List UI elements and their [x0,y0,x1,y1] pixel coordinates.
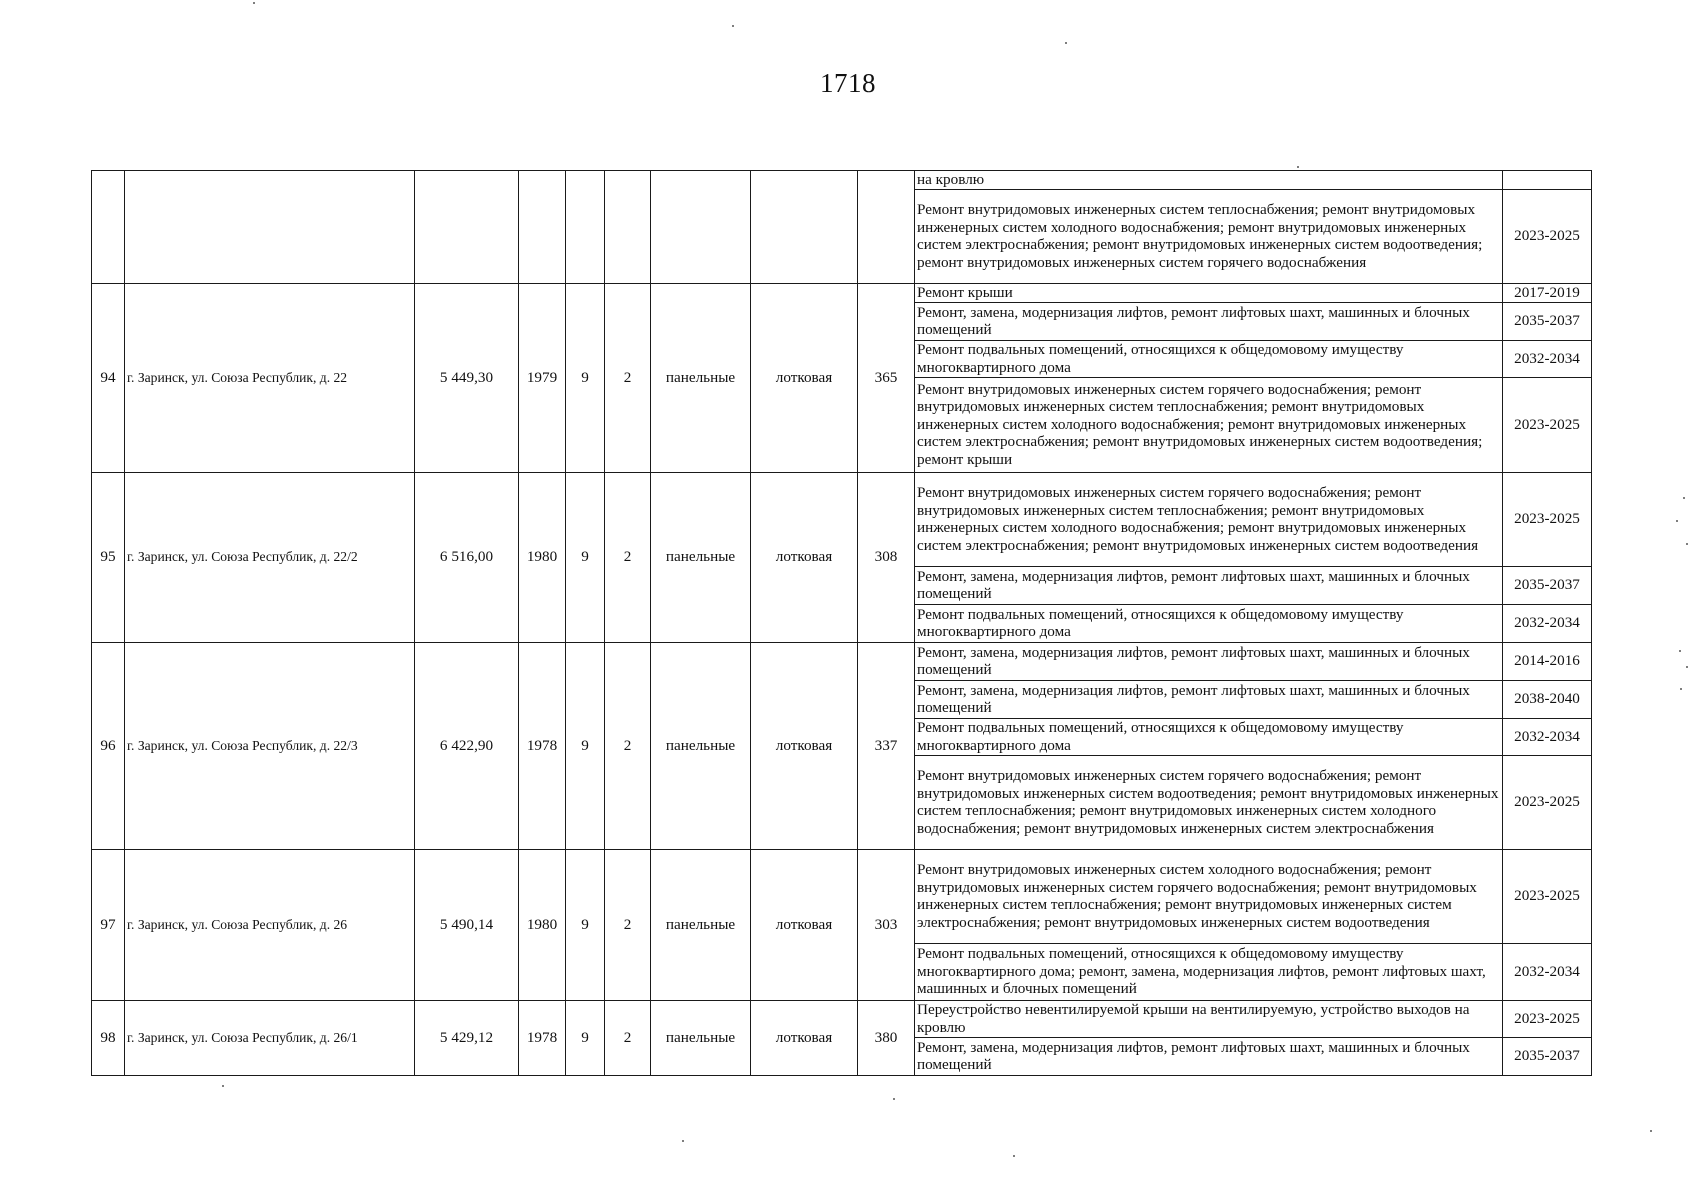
area-cell: 6 422,90 [415,642,519,849]
undergrounds-cell [605,171,651,284]
work-years: 2023-2025 [1503,1000,1592,1037]
scan-speck [1676,520,1678,522]
work-description: Ремонт внутридомовых инженерных систем горячего водоснабжения; ремонт внутридомовых инженерных систем теплоснабжения; ремонт внутридомовых инженерных систем холодного водоснабжения; ремонт внутридомовых инженерных систем электроснабжения; ремонт внутридомовых инженерных систем водоотведения [915,472,1503,566]
scan-speck [222,1085,224,1087]
num-cell: 94 [92,283,125,472]
scan-speck [253,2,255,4]
year-cell: 1978 [519,1000,566,1075]
work-years: 2032-2034 [1503,943,1592,1000]
area-cell: 5 429,12 [415,1000,519,1075]
table-row [92,171,1592,190]
work-years: 2023-2025 [1503,377,1592,472]
walls-cell: панельные [651,642,751,849]
work-description: Ремонт, замена, модернизация лифтов, ремонт лифтовых шахт, машинных и блочных помещений [915,302,1503,340]
work-years: 2023-2025 [1503,849,1592,943]
work-years: 2035-2037 [1503,302,1592,340]
year-cell: 1979 [519,283,566,472]
walls-cell: панельные [651,472,751,642]
work-description: Ремонт подвальных помещений, относящихся к общедомовому имуществу многоквартирного дома [915,718,1503,755]
floors-cell: 9 [566,1000,605,1075]
work-description: Ремонт внутридомовых инженерных систем горячего водоснабжения; ремонт внутридомовых инженерных систем водоотведения; ремонт внутридомовых инженерных систем теплоснабжения; ремонт внутридомовых инженерных систем холодного водоснабжения; ремонт внутридомовых инженерных систем электроснабжения [915,755,1503,849]
roof-cell: лотковая [751,1000,858,1075]
walls-cell: панельные [651,283,751,472]
work-years: 2035-2037 [1503,566,1592,604]
roof-cell [751,171,858,284]
work-years: 2032-2034 [1503,604,1592,642]
walls-cell: панельные [651,1000,751,1075]
address-cell: г. Заринск, ул. Союза Республик, д. 22/3 [125,642,415,849]
work-description: Ремонт подвальных помещений, относящихся к общедомовому имуществу многоквартирного дома [915,340,1503,377]
residents-cell: 337 [858,642,915,849]
year-cell: 1978 [519,642,566,849]
table-row [92,283,1592,302]
walls-cell: панельные [651,849,751,1000]
area-cell [415,171,519,284]
year-cell: 1980 [519,849,566,1000]
work-description: Ремонт внутридомовых инженерных систем холодного водоснабжения; ремонт внутридомовых инженерных систем горячего водоснабжения; ремонт внутридомовых инженерных систем теплоснабжения; ремонт внутридомовых инженерных систем электроснабжения; ремонт внутридомовых инженерных систем водоотведения [915,849,1503,943]
num-cell: 96 [92,642,125,849]
work-years: 2023-2025 [1503,755,1592,849]
address-cell: г. Заринск, ул. Союза Республик, д. 26/1 [125,1000,415,1075]
work-years: 2032-2034 [1503,718,1592,755]
roof-cell: лотковая [751,283,858,472]
work-description: Ремонт внутридомовых инженерных систем горячего водоснабжения; ремонт внутридомовых инженерных систем теплоснабжения; ремонт внутридомовых инженерных систем холодного водоснабжения; ремонт внутридомовых инженерных систем электроснабжения; ремонт внутридомовых инженерных систем водоотведения; ремонт крыши [915,377,1503,472]
scan-speck [1686,666,1688,668]
work-description: Ремонт, замена, модернизация лифтов, ремонт лифтовых шахт, машинных и блочных помещений [915,680,1503,718]
residents-cell: 365 [858,283,915,472]
table-row [92,642,1592,680]
table-row [92,849,1592,943]
year-cell: 1980 [519,472,566,642]
undergrounds-cell: 2 [605,1000,651,1075]
floors-cell: 9 [566,283,605,472]
scan-speck [1679,650,1681,652]
area-cell: 6 516,00 [415,472,519,642]
residents-cell [858,171,915,284]
floors-cell [566,171,605,284]
work-description: Ремонт подвальных помещений, относящихся к общедомовому имуществу многоквартирного дома [915,604,1503,642]
floors-cell: 9 [566,642,605,849]
work-description: Ремонт, замена, модернизация лифтов, ремонт лифтовых шахт, машинных и блочных помещений [915,566,1503,604]
table-row [92,1000,1592,1037]
undergrounds-cell: 2 [605,283,651,472]
scan-speck [1683,497,1685,499]
scan-speck [1013,1155,1015,1157]
work-description: Переустройство невентилируемой крыши на вентилируемую, устройство выходов на кровлю [915,1000,1503,1037]
work-years [1503,171,1592,190]
address-cell: г. Заринск, ул. Союза Республик, д. 26 [125,849,415,1000]
residents-cell: 380 [858,1000,915,1075]
num-cell: 98 [92,1000,125,1075]
work-description: Ремонт внутридомовых инженерных систем теплоснабжения; ремонт внутридомовых инженерных систем холодного водоснабжения; ремонт внутридомовых инженерных систем электроснабжения; ремонт внутридомовых инженерных систем водоотведения; ремонт внутридомовых инженерных систем горячего водоснабжения [915,189,1503,283]
scan-speck [1297,166,1299,168]
num-cell: 97 [92,849,125,1000]
work-years: 2023-2025 [1503,189,1592,283]
num-cell: 95 [92,472,125,642]
scan-speck [1680,688,1682,690]
table-row [92,472,1592,566]
scan-speck [732,25,734,27]
work-years: 2032-2034 [1503,340,1592,377]
area-cell: 5 490,14 [415,849,519,1000]
work-description: Ремонт подвальных помещений, относящихся к общедомовому имуществу многоквартирного дома; ремонт, замена, модернизация лифтов, ремонт лифтовых шахт, машинных и блочных помещений [915,943,1503,1000]
floors-cell: 9 [566,849,605,1000]
work-years: 2014-2016 [1503,642,1592,680]
num-cell [92,171,125,284]
work-description: Ремонт, замена, модернизация лифтов, ремонт лифтовых шахт, машинных и блочных помещений [915,642,1503,680]
scan-speck [1650,1130,1652,1132]
work-description: на кровлю [915,171,1503,190]
year-cell [519,171,566,284]
walls-cell [651,171,751,284]
roof-cell: лотковая [751,642,858,849]
table-body [92,171,1592,1076]
area-cell: 5 449,30 [415,283,519,472]
residents-cell: 308 [858,472,915,642]
work-years: 2035-2037 [1503,1037,1592,1075]
roof-cell: лотковая [751,849,858,1000]
floors-cell: 9 [566,472,605,642]
address-cell [125,171,415,284]
work-years: 2038-2040 [1503,680,1592,718]
scan-speck [1065,42,1067,44]
work-description: Ремонт, замена, модернизация лифтов, ремонт лифтовых шахт, машинных и блочных помещений [915,1037,1503,1075]
residents-cell: 303 [858,849,915,1000]
work-description: Ремонт крыши [915,283,1503,302]
work-years: 2017-2019 [1503,283,1592,302]
scan-speck [893,1098,895,1100]
scan-speck [1686,543,1688,545]
undergrounds-cell: 2 [605,849,651,1000]
address-cell: г. Заринск, ул. Союза Республик, д. 22/2 [125,472,415,642]
work-years: 2023-2025 [1503,472,1592,566]
scan-speck [682,1140,684,1142]
address-cell: г. Заринск, ул. Союза Республик, д. 22 [125,283,415,472]
page-number: 1718 [820,68,876,98]
undergrounds-cell: 2 [605,472,651,642]
roof-cell: лотковая [751,472,858,642]
repair-schedule-table [91,170,1592,1076]
undergrounds-cell: 2 [605,642,651,849]
